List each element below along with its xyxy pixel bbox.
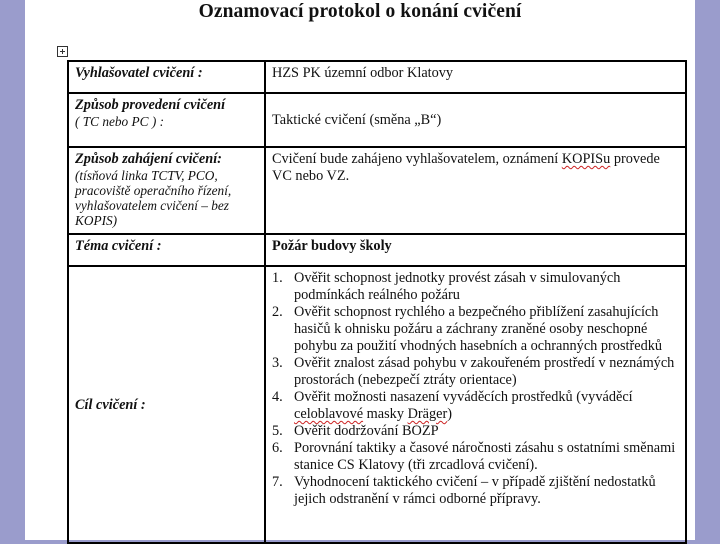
list-item-number: 1. — [272, 270, 283, 286]
protocol-table — [67, 60, 687, 544]
start-label-cell — [68, 147, 265, 234]
method-sublabel: ( TC nebo PC ) : — [75, 114, 165, 129]
goal-list — [272, 270, 679, 508]
list-item-number: 2. — [272, 304, 283, 320]
list-item-marked-text: Dräger — [407, 406, 448, 422]
table-row-method — [68, 93, 686, 147]
list-item-text: Ověřit možnosti nasazení vyváděcích prostředků (vyváděcí — [294, 389, 633, 405]
list-item-text: Porovnání taktiky a časové náročnosti zásahu s ostatními směnami stanice CS Klatovy (tři zrcadlová cvičení). — [294, 440, 676, 473]
list-item-number: 4. — [272, 389, 283, 405]
document-title: Oznamovací protokol o konání cvičení — [198, 1, 522, 22]
list-item — [272, 440, 679, 474]
list-item-text: Ověřit znalost zásad pohybu v zakouřeném prostředí v neznámých prostorách (nebezpečí ztráty orientace) — [294, 355, 675, 388]
list-item-marked-text: celoblavové — [294, 406, 364, 422]
list-item-text: Ověřit schopnost rychlého a bezpečného přiblížení zasahujících hasičů k ohnisku požáru a záchrany zraněné osoby neschopné pohybu za použití vhodných hasebních a ochranných prostředků — [294, 304, 663, 354]
list-item — [272, 355, 679, 389]
announcer-value: HZS PK územní odbor Klatovy — [265, 61, 686, 93]
start-value-text: Cvičení bude zahájeno vyhlašovatelem, oznámení — [272, 151, 562, 167]
list-item-number: 3. — [272, 355, 283, 371]
list-item-text: Vyhodnocení taktického cvičení – v případě zjištění nedostatků jejich odstranění v rámci odborné přípravy. — [294, 474, 656, 507]
list-item — [272, 389, 679, 423]
topic-value: Požár budovy školy — [265, 234, 686, 266]
list-item-number: 6. — [272, 440, 283, 456]
document-page — [25, 0, 695, 540]
list-item — [272, 474, 679, 508]
table-expand-icon[interactable] — [57, 46, 68, 57]
method-value: Taktické cvičení (směna „B“) — [265, 93, 686, 147]
start-sublabel: (tísňová linka TCTV, PCO, pracoviště operačního řízení, vyhlašovatelem cvičení – bez KOPIS) — [75, 168, 232, 228]
list-item-text: Ověřit schopnost jednotky provést zásah v simulovaných podmínkách reálného požáru — [294, 270, 621, 303]
method-label: Způsob provedení cvičení — [75, 97, 226, 113]
topic-label: Téma cvičení : — [68, 234, 265, 266]
list-item-text: ) — [447, 406, 453, 422]
start-value-marked: KOPISu — [561, 151, 611, 167]
table-row-topic — [68, 234, 686, 266]
list-item — [272, 270, 679, 304]
list-item-number: 5. — [272, 423, 283, 439]
list-item-text: Ověřit dodržování BOZP — [294, 423, 439, 439]
table-row-goal — [68, 266, 686, 543]
list-item-text: masky — [363, 406, 408, 422]
start-value-text-end: provede VC nebo VZ. — [272, 151, 660, 184]
table-row-start — [68, 147, 686, 234]
start-value — [265, 147, 686, 234]
list-item — [272, 304, 679, 355]
table-row-announcer — [68, 61, 686, 93]
announcer-label: Vyhlašovatel cvičení : — [68, 61, 265, 93]
goal-value — [265, 266, 686, 543]
list-item — [272, 423, 679, 440]
start-label: Způsob zahájení cvičení: — [75, 151, 222, 167]
list-item-number: 7. — [272, 474, 283, 490]
method-label-cell — [68, 93, 265, 147]
goal-label: Cíl cvičení : — [68, 266, 265, 543]
